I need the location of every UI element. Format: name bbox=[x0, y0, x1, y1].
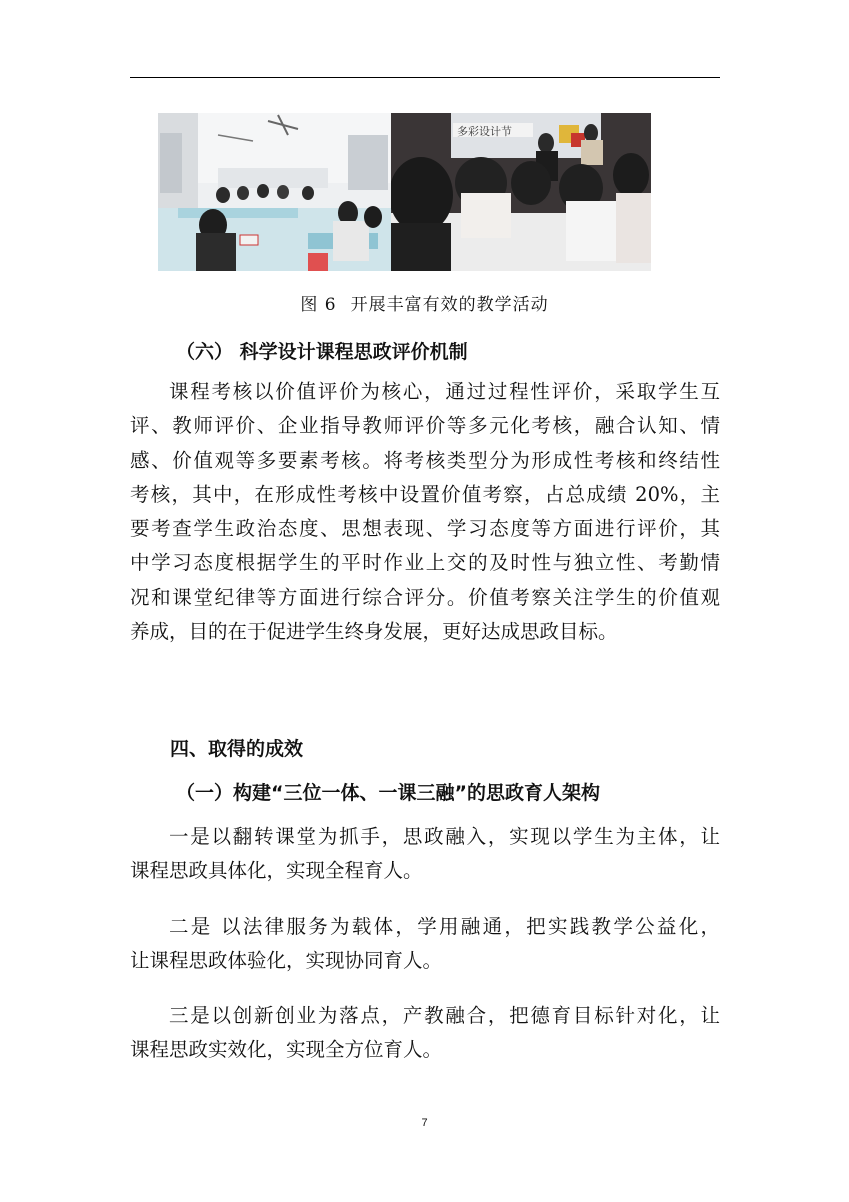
page-number: 7 bbox=[421, 1117, 428, 1129]
figure-caption-text: 开展丰富有效的教学活动 bbox=[350, 295, 549, 315]
paragraph-line: 课程思政实效化，实现全方位育人。 bbox=[130, 1038, 443, 1062]
classroom-photo-left bbox=[158, 113, 391, 271]
paragraph-line: 评、教师评价、企业指导教师评价等多元化考核，融合认知、情 bbox=[130, 414, 720, 438]
paragraph-line: 考核，其中，在形成性考核中设置价值考察，占总成绩 20%，主 bbox=[130, 482, 720, 506]
section-6-heading: （六） 科学设计课程思政评价机制 bbox=[176, 341, 468, 363]
header-rule bbox=[130, 77, 720, 78]
achievement-item-3 bbox=[130, 999, 720, 1068]
section-6-paragraph bbox=[130, 375, 720, 649]
paragraph-line: 三是以创新创业为落点，产教融合，把德育目标针对化，让 bbox=[169, 1004, 720, 1027]
paragraph-line: 况和课堂纪律等方面进行综合评分。价值考察关注学生的价值观 bbox=[130, 585, 720, 609]
achievement-item-1 bbox=[130, 820, 720, 889]
section-4-heading: 四、取得的成效 bbox=[170, 738, 304, 760]
achievement-item-2 bbox=[130, 910, 720, 979]
paragraph-line: 二是 以法律服务为载体，学用融通，把实践教学公益化， bbox=[169, 915, 720, 938]
paragraph-line: 养成，目的在于促进学生终身发展，更好达成思政目标。 bbox=[130, 620, 618, 644]
figure-caption bbox=[0, 290, 849, 315]
paragraph-line: 让课程思政体验化，实现协同育人。 bbox=[130, 949, 443, 973]
presentation-photo-right bbox=[391, 113, 651, 271]
paragraph-line: 要考查学生政治态度、思想表现、学习态度等方面进行评价，其 bbox=[130, 517, 720, 541]
section-4-subheading: （一）构建“三位一体、一课三融”的思政育人架构 bbox=[176, 782, 600, 804]
figure-label: 图 6 bbox=[300, 295, 337, 315]
paragraph-line: 一是以翻转课堂为抓手，思政融入，实现以学生为主体，让 bbox=[169, 825, 720, 848]
paragraph-line: 课程思政具体化，实现全程育人。 bbox=[130, 859, 423, 883]
paragraph-line: 感、价值观等多要素考核。将考核类型分为形成性考核和终结性 bbox=[130, 448, 720, 472]
paragraph-line: 课程考核以价值评价为核心，通过过程性评价，采取学生互 bbox=[169, 380, 720, 403]
paragraph-line: 中学习态度根据学生的平时作业上交的及时性与独立性、考勤情 bbox=[130, 551, 720, 575]
slide-title-text: 多彩设计节 bbox=[457, 126, 512, 138]
